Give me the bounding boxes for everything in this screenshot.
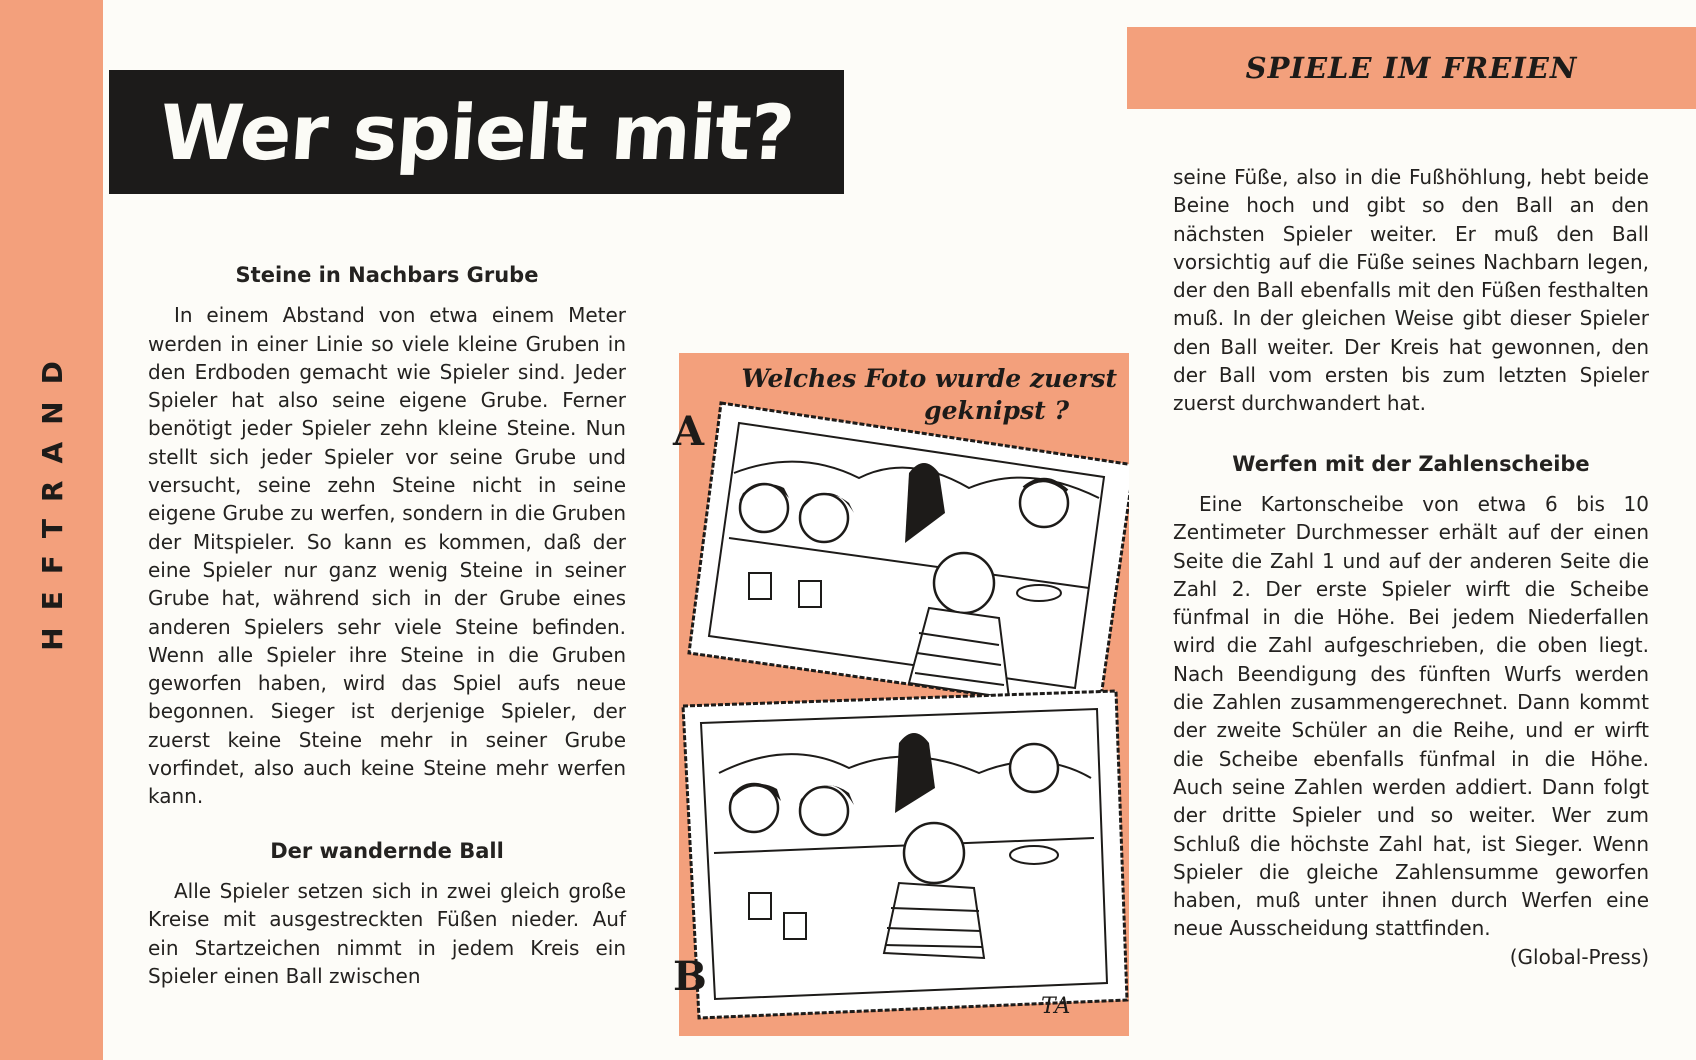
- artist-signature: TA: [1041, 994, 1071, 1019]
- section-banner: [1127, 27, 1696, 109]
- photo-label-b: B: [673, 953, 707, 1000]
- margin-label-text: HEFTRAND: [35, 344, 69, 651]
- title-box: [109, 70, 844, 194]
- article-text-ball-continued: seine Füße, also in die Fußhöhlung, hebt beide Beine hoch und gibt so den Ball an den nächsten Spieler weiter. Er muß den Ball vorsichtig auf die Füße seines Nachbarn legen, der den Ball ebenfalls mit den Füßen festhalten muß. In der gleichen Weise gibt dieser Spieler den Ball weiter. Der Kreis hat gewonnen, den der Ball vom ersten bis zum letzten Spieler zuerst durchwandert hat.: [1173, 165, 1649, 416]
- cartoon-drawing: [679, 353, 1129, 1036]
- photo-b: [683, 691, 1127, 1019]
- article-text-stones: In einem Abstand von etwa einem Meter werden in einer Linie so viele kleine Gruben in den Erdboden gemacht wie Spieler sind. Jeder Spieler hat also seine eigene Grube. Ferner benötigt jeder Spieler zehn kleine Steine. Nun stellt sich jeder Spieler vor seine Grube und versucht, seine zehn Steine nicht in seine eigene Grube zu werfen, sondern in die Gruben der Mitspieler. So kann es kommen, daß der eine Spieler nur ganz wenig Steine in seiner Grube hat, während sich in der Grube eines anderen Spielers sehr viele Steine befinden. Wenn alle Spieler ihre Steine in die Gruben geworfen haben, wird das Spiel aufs neue begonnen. Sieger ist derjenige Spieler, der zuerst keine Steine mehr in seiner Grube vorfindet, also auch keine Steine mehr werfen kann.: [148, 303, 626, 809]
- credit-line: (Global-Press): [1509, 944, 1649, 969]
- cartoon-illustration: [673, 353, 1129, 1036]
- article-heading-ball: Der wandernde Ball: [270, 838, 504, 863]
- article-text-ball-start: Alle Spieler setzen sich in zwei gleich große Kreise mit ausgestreckten Füßen nieder. Auf ein Startzeichen nimmt in jedem Kreis ein Spieler einen Ball zwischen: [148, 878, 626, 988]
- photo-label-a: A: [673, 408, 705, 455]
- illustration-question-line1: Welches Foto wurde zuerst: [741, 364, 1117, 393]
- page-title: Wer spielt mit?: [156, 87, 797, 177]
- section-banner-text: SPIELE IM FREIEN: [1245, 51, 1578, 85]
- article-heading-stones: Steine in Nachbars Grube: [235, 263, 539, 287]
- article-text-disc-body: Eine Kartonscheibe von etwa 6 bis 10 Zentimeter Durchmesser erhält auf der einen Seite die Zahl 1 und auf der anderen Seite die Zahl 2. Der erste Spieler wirft die Scheibe fünfmal in die Höhe. Bei jedem Niederfallen wird die Zahl aufgeschrieben, die oben liegt. Nach Beendigung des fünften Wurfs werden die Zahlen zusammengerechnet. Dann kommt der zweite Schüler an die Reihe, und er wirft die Scheibe ebenfalls fünfmal in die Höhe. Auch seine Zahlen werden addiert. Dann folgt der dritte Spieler und so weiter. Wer zum Schluß die höchste Zahl hat, ist Sieger. Wenn Spieler die gleiche Zahlensumme geworfen haben, muß unter ihnen durch Werfen eine neue Ausscheidung stattfinden.: [1173, 491, 1649, 941]
- left-column: [148, 261, 626, 990]
- illustration-question-line2: geknipst ?: [924, 396, 1069, 425]
- article-text-disc: [1173, 490, 1649, 969]
- right-column: [1173, 163, 1649, 971]
- illustration-question: [707, 363, 1117, 427]
- article-heading-disc: Werfen mit der Zahlenscheibe: [1232, 451, 1590, 476]
- photo-a: [689, 403, 1129, 711]
- margin-label: [32, 330, 72, 665]
